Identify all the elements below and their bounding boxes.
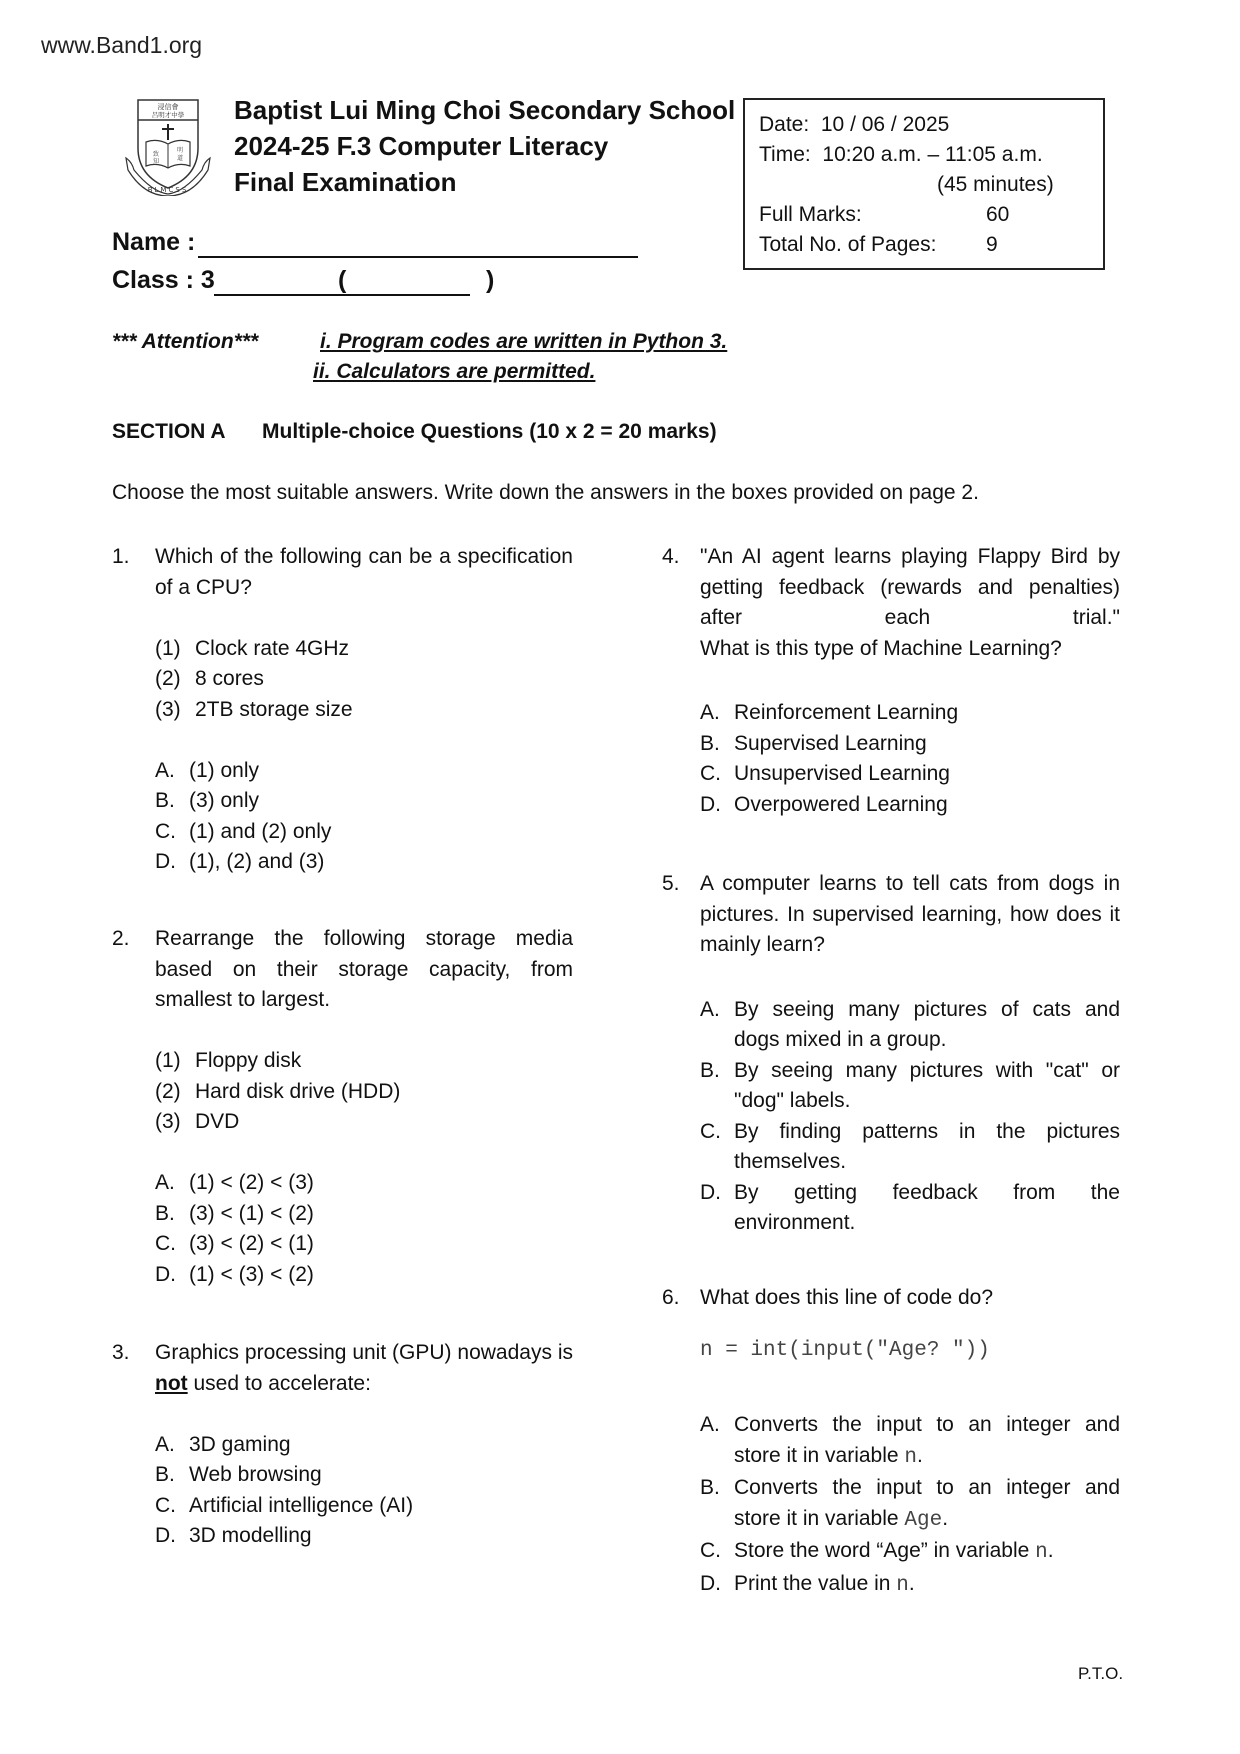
svg-text:致: 致 xyxy=(152,151,160,158)
question-number: 3. xyxy=(112,1341,130,1364)
time-value: 10:20 a.m. – 11:05 a.m. xyxy=(822,143,1043,166)
item-text: Floppy disk xyxy=(195,1049,302,1072)
item-label: (1) xyxy=(155,1049,181,1072)
option-d[interactable] xyxy=(155,1260,573,1291)
option-text: (1), (2) and (3) xyxy=(189,850,325,873)
item-label: (1) xyxy=(155,636,181,660)
svg-text:明: 明 xyxy=(176,147,184,154)
option-d[interactable] xyxy=(700,1569,1120,1602)
option-b[interactable] xyxy=(155,786,573,817)
item-label: (2) xyxy=(155,1079,181,1103)
school-crest-icon xyxy=(122,96,214,196)
option-b[interactable] xyxy=(700,1473,1120,1536)
option-label: C. xyxy=(700,1539,721,1562)
date-value: 10 / 06 / 2025 xyxy=(820,113,950,136)
item-label: (3) xyxy=(155,1110,181,1133)
option-text: Converts the input to an integer and store it in variable n. xyxy=(734,1413,1120,1469)
item-text: Hard disk drive (HDD) xyxy=(195,1079,401,1103)
time-row xyxy=(759,140,1103,170)
class-label: Class : 3 xyxy=(112,266,215,294)
option-label: A. xyxy=(700,701,720,724)
pages-label: Total No. of Pages: xyxy=(759,233,937,256)
question-stem: "An AI agent learns playing Flappy Bird by getting feedback (rewards and penalties) after each trial." xyxy=(700,545,1120,629)
item-text: Clock rate 4GHz xyxy=(195,636,350,660)
option-c[interactable] xyxy=(155,1229,573,1260)
option-label: A. xyxy=(155,758,175,782)
option-a[interactable] xyxy=(700,698,1120,729)
option-text: Artificial intelligence (AI) xyxy=(189,1493,414,1517)
question-number: 4. xyxy=(662,545,680,568)
option-label: A. xyxy=(155,1432,175,1456)
question-stem: Rearrange the following storage media based on their storage capacity, from smallest to largest. xyxy=(155,927,573,1011)
question-number: 2. xyxy=(112,927,130,950)
option-text: Store the word “Age” in variable n. xyxy=(734,1539,1054,1564)
option-label: D. xyxy=(700,1571,721,1595)
question-stem xyxy=(155,1338,573,1399)
svg-text:道: 道 xyxy=(176,155,184,162)
option-text: By getting feedback from the environment. xyxy=(734,1180,1120,1234)
option-c[interactable] xyxy=(700,1536,1120,1569)
option-d[interactable] xyxy=(155,1521,573,1552)
option-c[interactable] xyxy=(155,1491,573,1522)
option-d[interactable] xyxy=(155,847,573,878)
option-label: C. xyxy=(700,1119,721,1143)
option-label: C. xyxy=(155,819,176,843)
svg-text:呂明才中學: 呂明才中學 xyxy=(151,111,185,119)
option-b[interactable] xyxy=(700,729,1120,760)
option-text: Unsupervised Learning xyxy=(734,762,950,785)
option-text: (3) < (1) < (2) xyxy=(189,1201,314,1225)
option-text: (1) and (2) only xyxy=(189,819,332,843)
time-label: Time: xyxy=(759,143,811,166)
class-number-close-paren: ) xyxy=(486,266,495,294)
name-label: Name : xyxy=(112,228,196,256)
pages-value: 9 xyxy=(986,233,998,256)
item-label: (2) xyxy=(155,667,181,690)
inline-code: n xyxy=(1035,1541,1048,1564)
date-row xyxy=(759,110,1103,140)
item-text: DVD xyxy=(195,1110,240,1133)
question-number: 5. xyxy=(662,872,680,895)
option-label: A. xyxy=(700,1413,720,1436)
question-stem: A computer learns to tell cats from dogs in pictures. In supervised learning, how does it mainly learn? xyxy=(700,872,1120,956)
option-text: (3) < (2) < (1) xyxy=(189,1232,314,1255)
attention-item-1: i. Program codes are written in Python 3. xyxy=(320,330,728,353)
option-text: (1) only xyxy=(189,758,260,782)
option-label: D. xyxy=(155,850,176,873)
code-snippet: n = int(input("Age? ")) xyxy=(700,1338,990,1362)
option-a[interactable] xyxy=(700,995,1120,1056)
option-d[interactable] xyxy=(700,1178,1120,1239)
exam-title-block xyxy=(234,92,735,200)
option-text: Supervised Learning xyxy=(734,731,927,755)
option-text: 3D gaming xyxy=(189,1432,291,1456)
school-name: Baptist Lui Ming Choi Secondary School xyxy=(234,95,736,125)
option-label: D. xyxy=(155,1262,176,1286)
option-label: B. xyxy=(700,731,720,755)
option-a[interactable] xyxy=(700,1410,1120,1473)
option-text: Converts the input to an integer and store it in variable Age. xyxy=(734,1476,1120,1532)
option-label: B. xyxy=(700,1058,720,1082)
svg-text:BLMCSS: BLMCSS xyxy=(147,186,189,194)
option-label: C. xyxy=(155,1232,176,1255)
exam-info-box xyxy=(743,98,1105,270)
name-field[interactable] xyxy=(198,256,638,258)
item-label: (3) xyxy=(155,697,181,721)
date-label: Date: xyxy=(759,113,810,136)
section-title: Multiple-choice Questions (10 x 2 = 20 marks) xyxy=(262,420,717,443)
option-text: By seeing many pictures of cats and dogs mixed in a group. xyxy=(734,997,1120,1051)
stem-text: Graphics processing unit (GPU) nowadays is xyxy=(155,1341,573,1364)
option-label: B. xyxy=(155,1201,175,1225)
duration-row xyxy=(759,170,1103,200)
option-a[interactable] xyxy=(155,756,573,787)
option-text: (1) < (3) < (2) xyxy=(189,1262,314,1286)
option-label: C. xyxy=(700,762,721,785)
watermark-url: www.Band1.org xyxy=(41,32,203,58)
option-c[interactable] xyxy=(155,817,573,848)
option-text: (3) only xyxy=(189,789,260,812)
option-b[interactable] xyxy=(155,1199,573,1230)
option-c[interactable] xyxy=(700,759,1120,790)
option-a[interactable] xyxy=(155,1430,573,1461)
option-text: (1) < (2) < (3) xyxy=(189,1171,314,1194)
section-instruction: Choose the most suitable answers. Write down the answers in the boxes provided on page 2. xyxy=(112,481,979,504)
option-b[interactable] xyxy=(700,1056,1120,1117)
question-stem: Which of the following can be a specification of a CPU? xyxy=(155,545,573,599)
option-text: Overpowered Learning xyxy=(734,792,948,816)
svg-text:知: 知 xyxy=(152,158,160,165)
option-text: 3D modelling xyxy=(189,1524,312,1547)
option-label: B. xyxy=(700,1476,720,1499)
item-text: 2TB storage size xyxy=(195,697,353,721)
option-d[interactable] xyxy=(700,790,1120,821)
option-text: By seeing many pictures with "cat" or "dog" labels. xyxy=(734,1058,1120,1112)
question-stem: What does this line of code do? xyxy=(700,1286,994,1309)
option-label: B. xyxy=(155,1463,175,1486)
option-label: D. xyxy=(155,1524,176,1547)
option-text: Web browsing xyxy=(189,1463,322,1486)
option-label: A. xyxy=(155,1171,175,1194)
option-a[interactable] xyxy=(155,1168,573,1199)
option-text: Print the value in n. xyxy=(734,1571,915,1597)
stem-emphasis: not xyxy=(155,1371,188,1395)
pages-row xyxy=(759,230,1103,260)
stem-text: used to accelerate: xyxy=(187,1371,371,1395)
attention-label: *** Attention*** xyxy=(112,330,259,353)
attention-item-2: ii. Calculators are permitted. xyxy=(313,360,596,383)
question-stem-2: What is this type of Machine Learning? xyxy=(700,636,1062,660)
please-turn-over: P.T.O. xyxy=(1078,1664,1124,1683)
option-label: D. xyxy=(700,1180,721,1204)
full-marks-label: Full Marks: xyxy=(759,203,862,226)
inline-code: Age xyxy=(904,1508,943,1532)
option-text: By finding patterns in the pictures themselves. xyxy=(734,1119,1120,1173)
course-title: 2024-25 F.3 Computer Literacy xyxy=(234,131,609,161)
school-logo xyxy=(122,96,214,196)
full-marks-value: 60 xyxy=(986,203,1010,226)
full-marks-row xyxy=(759,200,1103,230)
option-text: Reinforcement Learning xyxy=(734,701,959,724)
inline-code: n xyxy=(904,1445,918,1469)
option-c[interactable] xyxy=(700,1117,1120,1178)
section-id: SECTION A xyxy=(112,420,226,443)
option-label: D. xyxy=(700,792,721,816)
item-text: 8 cores xyxy=(195,667,264,690)
exam-name: Final Examination xyxy=(234,167,457,197)
option-b[interactable] xyxy=(155,1460,573,1491)
duration-value: (45 minutes) xyxy=(937,173,1054,196)
class-number-open-paren: ( xyxy=(338,266,347,294)
inline-code: n xyxy=(896,1573,909,1597)
option-label: B. xyxy=(155,789,175,812)
option-label: A. xyxy=(700,997,720,1021)
svg-text:浸信會: 浸信會 xyxy=(157,103,179,111)
question-number: 1. xyxy=(112,545,130,568)
option-label: C. xyxy=(155,1493,176,1517)
question-number: 6. xyxy=(662,1286,680,1309)
